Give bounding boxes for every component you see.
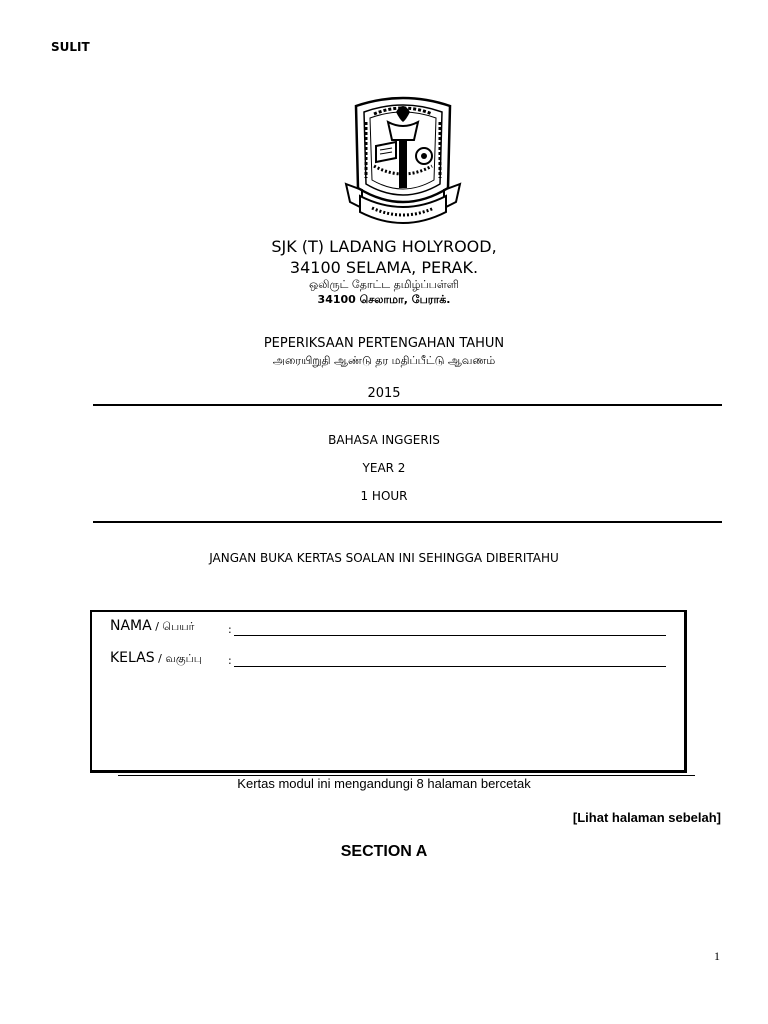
next-page-note: [Lihat halaman sebelah] <box>572 810 721 825</box>
exam-warning: JANGAN BUKA KERTAS SOALAN INI SEHINGGA DIBERITAHU <box>209 551 559 565</box>
section-title: SECTION A <box>340 843 428 860</box>
classification-label: SULIT <box>51 40 90 54</box>
exam-year: 2015 <box>367 386 401 401</box>
class-colon: : <box>228 654 232 667</box>
class-input-line[interactable] <box>234 666 666 667</box>
class-label: KELAS <box>110 650 155 666</box>
exam-title-tamil: அரையிறுதி ஆண்டு தர மதிப்பீட்டு ஆவணம் <box>272 354 496 367</box>
name-field-row <box>110 618 194 635</box>
page-count-note: Kertas modul ini mengandungi 8 halaman bercetak <box>237 776 531 791</box>
name-input-line[interactable] <box>234 635 666 636</box>
school-crest-logo <box>344 92 462 234</box>
exam-title: PEPERIKSAAN PERTENGAHAN TAHUN <box>263 336 505 351</box>
name-label: NAMA <box>110 618 152 634</box>
class-field-row <box>110 650 202 667</box>
exam-duration: 1 HOUR <box>360 489 408 503</box>
class-label-tamil: / வகுப்பு <box>154 652 202 665</box>
school-address-tamil: 34100 செலாமா, பேராக். <box>317 293 451 306</box>
page-number: 1 <box>714 949 720 963</box>
exam-subject: BAHASA INGGERIS <box>328 433 440 447</box>
student-info-box <box>90 610 687 773</box>
school-name: SJK (T) LADANG HOLYROOD, <box>271 237 497 256</box>
school-address: 34100 SELAMA, PERAK. <box>289 258 479 277</box>
school-name-tamil: ஒலிருட் தோட்ட தமிழ்ப்பள்ளி <box>309 278 459 291</box>
name-colon: : <box>228 623 232 636</box>
divider-bottom <box>93 521 722 523</box>
name-label-tamil: / பெயர் <box>151 620 195 633</box>
divider-top <box>93 404 722 406</box>
exam-level: YEAR 2 <box>362 461 406 475</box>
